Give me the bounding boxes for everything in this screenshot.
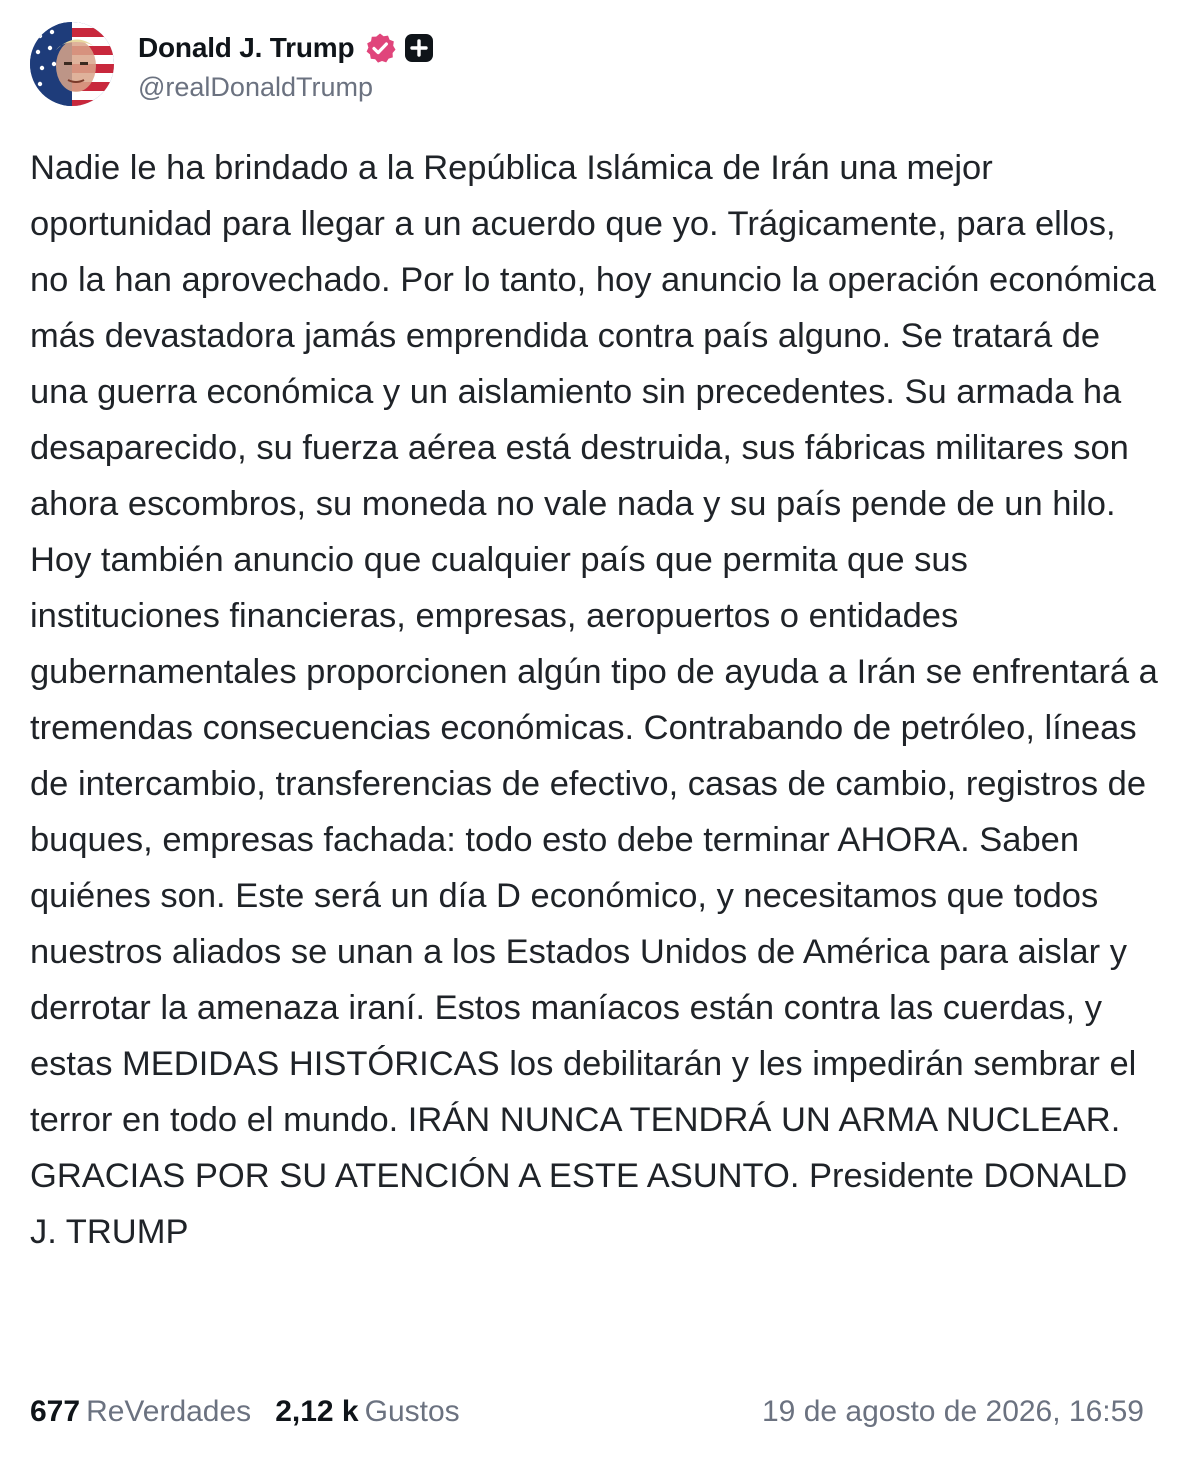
post-header [30, 22, 434, 106]
post-timestamp[interactable]: 19 de agosto de 2026, 16:59 [761, 1395, 1144, 1428]
post-body-text: Nadie le ha brindado a la República Islámica de Irán una mejor oportunidad para llegar a un acuerdo que yo. Trágicamente, para ellos, no la han aprovechado. Por lo tanto, hoy anuncio la operación económica más devastadora jamás emprendida contra país alguno. Se tratará de una guerra económica y un aislamiento sin precedentes. Su armada ha desaparecido, su fuerza aérea está destruida, sus fábricas militares son ahora escombros, su moneda no vale nada y su país pende de un hilo. Hoy también anuncio que cualquier país que permita que sus instituciones financieras, empresas, aeropuertos o entidades gubernamentales proporcionen algún tipo de ayuda a Irán se enfrentará a tremendas consecuencias económicas. Contrabando de petróleo, líneas de intercambio, transferencias de efectivo, casas de cambio, registros de buques, empresas fachada: todo esto debe terminar AHORA. Saben quiénes son. Este será un día D económico, y necesitamos que todos nuestros aliados se unan a los Estados Unidos de América para aislar y derrotar la amenaza iraní. Estos maníacos están contra las cuerdas, y estas MEDIDAS HISTÓRICAS los debilitarán y les impedirán sembrar el terror en todo el mundo. IRÁN NUNCA TENDRÁ UN ARMA NUCLEAR. GRACIAS POR SU ATENCIÓN A ESTE ASUNTO. Presidente DONALD J. TRUMP [30, 149, 1158, 1251]
reposts-count: 677 [30, 1395, 81, 1428]
avatar[interactable] [30, 22, 114, 106]
flag-portrait-avatar-icon [30, 22, 114, 106]
reposts-stat[interactable] [30, 1395, 251, 1429]
likes-count: 2,12 k [275, 1395, 359, 1428]
verified-badge-icon [364, 32, 396, 64]
author-display-name[interactable]: Donald J. Trump [138, 31, 355, 63]
likes-stat[interactable] [275, 1395, 459, 1429]
author-name-row [138, 26, 434, 70]
plus-square-icon[interactable] [404, 33, 434, 63]
author-handle[interactable]: @realDonaldTrump [138, 71, 373, 102]
post-footer [30, 1388, 1144, 1436]
likes-label: Gustos [364, 1395, 460, 1428]
reposts-label: ReVerdades [86, 1395, 252, 1428]
author-identity [138, 26, 434, 103]
